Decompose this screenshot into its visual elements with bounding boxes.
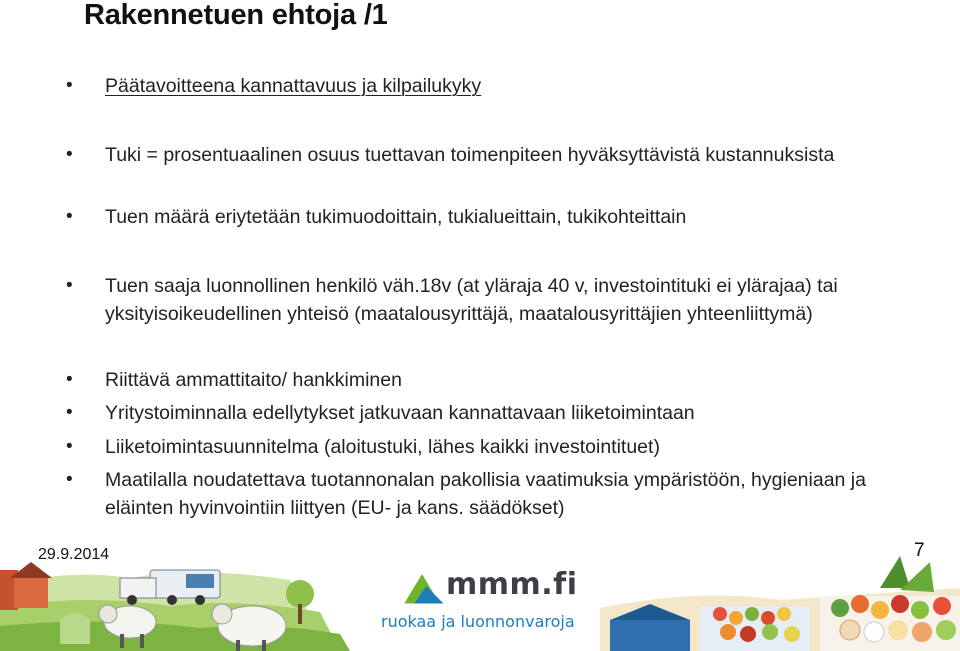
bullet-text: Tuen saaja luonnollinen henkilö väh.18v (at yläraja 40 v, investointituki ei ylärajaa) tai yksityisoikeudellinen yhteisö (maatalousyrittäjä, maatalousyrittäjien yhteenliittymä) xyxy=(105,275,838,325)
bullet-dot: • xyxy=(66,469,73,490)
bullet-item xyxy=(66,72,896,100)
logo-tagline: ruokaa ja luonnonvaroja xyxy=(381,612,575,631)
bullet-item xyxy=(66,272,896,328)
bullet-text: Maatilalla noudatettava tuotannonalan pakollisia vaatimuksia ympäristöön, hygieniaan ja eläinten hyvinvointiin liittyen (EU- ja kans. säädökset) xyxy=(105,469,866,519)
bullet-dot: • xyxy=(66,402,73,423)
bullet-item xyxy=(66,399,896,427)
slide-date: 29.9.2014 xyxy=(38,546,110,563)
bullet-text: Liiketoimintasuunnitelma (aloitustuki, lähes kaikki investointituet) xyxy=(105,436,660,458)
bullet-dot: • xyxy=(66,369,73,390)
bullet-text: Päätavoitteena kannattavuus ja kilpailukyky xyxy=(105,75,482,97)
countryside-illustration xyxy=(0,562,350,651)
bullet-dot: • xyxy=(66,436,73,457)
bullet-item xyxy=(66,141,896,169)
bullet-dot: • xyxy=(66,75,73,96)
bullet-text: Tuki = prosentuaalinen osuus tuettavan toimenpiteen hyväksyttävistä kustannuksista xyxy=(105,144,835,166)
bullet-text: Tuen määrä eriytetään tukimuodoittain, tukialueittain, tukikohteittain xyxy=(105,206,687,228)
bullet-dot: • xyxy=(66,206,73,227)
bullet-item xyxy=(66,433,896,461)
bullet-item xyxy=(66,203,896,231)
bullet-text: Riittävä ammattitaito/ hankkiminen xyxy=(105,369,402,391)
bullet-dot: • xyxy=(66,275,73,296)
slide-title: Rakennetuen ehtoja /1 xyxy=(84,0,388,31)
logo-text: mmm.fi xyxy=(446,567,578,602)
bullet-dot: • xyxy=(66,144,73,165)
page-number: 7 xyxy=(914,540,925,561)
bullet-text: Yritystoiminnalla edellytykset jatkuvaan kannattavaan liiketoimintaan xyxy=(105,402,695,424)
bullet-item xyxy=(66,466,896,522)
market-illustration xyxy=(600,556,960,651)
bullet-item xyxy=(66,366,896,394)
